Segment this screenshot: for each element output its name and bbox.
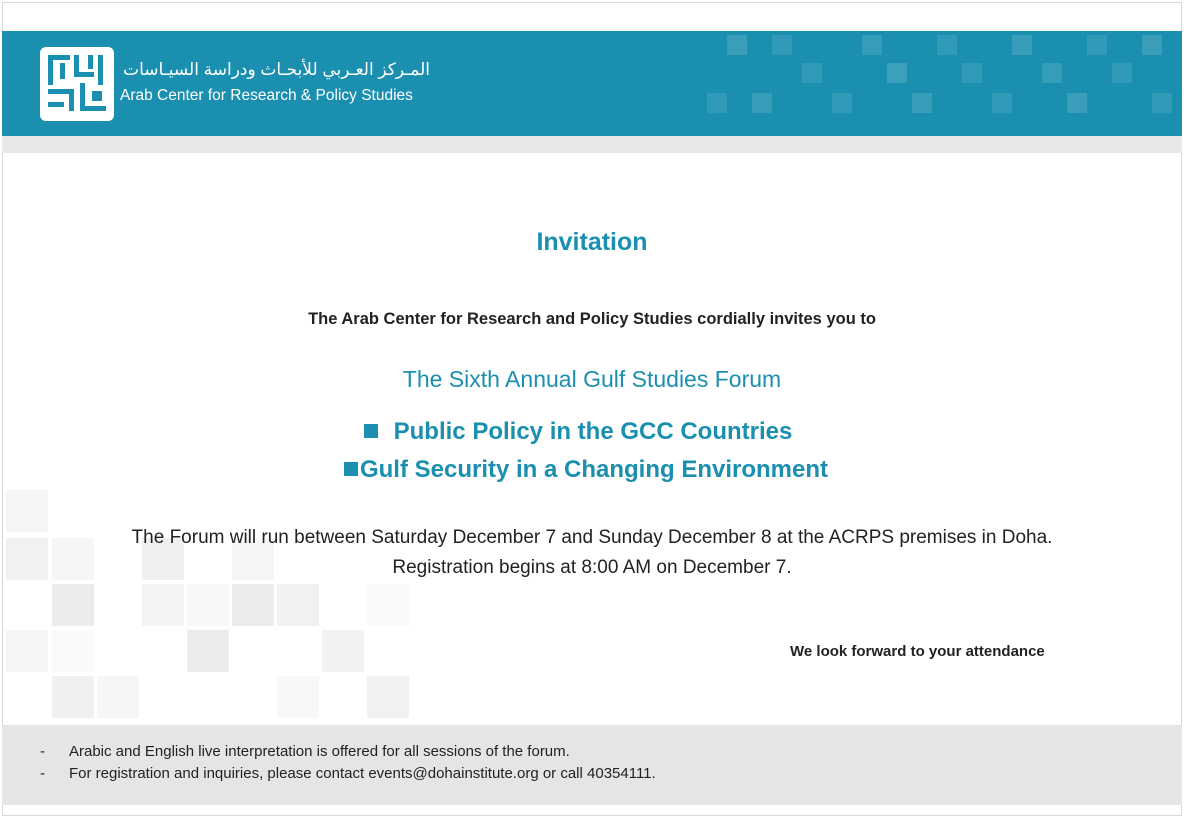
- footer-note: [40, 743, 570, 760]
- acrps-logo-icon: [40, 47, 114, 121]
- topic-label: Public Policy in the GCC Countries: [393, 418, 793, 445]
- invitation-intro: The Arab Center for Research and Policy Studies cordially invites you to: [308, 310, 876, 328]
- dash-bullet: -: [40, 743, 45, 760]
- registration-text: Registration begins at 8:00 AM on December 7.: [392, 557, 792, 578]
- header-divider: [2, 136, 1182, 153]
- square-bullet-icon: [364, 424, 378, 438]
- invitation-title: Invitation: [536, 228, 648, 256]
- footer-note-text: Arabic and English live interpretation is offered for all sessions of the forum.: [69, 743, 570, 760]
- topic-item: [0, 456, 1178, 484]
- square-bullet-icon: [344, 462, 358, 476]
- dash-bullet: -: [40, 765, 45, 782]
- closing-text: We look forward to your attendance: [790, 643, 1045, 660]
- forum-name: The Sixth Annual Gulf Studies Forum: [402, 366, 782, 392]
- topic-item: [0, 418, 1170, 446]
- schedule-text: The Forum will run between Saturday December 7 and Sunday December 8 at the ACRPS premises in Doha.: [131, 527, 1053, 548]
- org-name-arabic: المـركز العـربي للأبحـاث ودراسة السيـاسات: [123, 60, 430, 79]
- footer-notes: [2, 725, 1182, 805]
- org-name-english: Arab Center for Research & Policy Studies: [120, 87, 413, 104]
- header-banner: [2, 31, 1182, 136]
- footer-note: [40, 765, 656, 782]
- footer-note-text: For registration and inquiries, please contact events@dohainstitute.org or call 40354111.: [69, 765, 656, 782]
- topic-label: Gulf Security in a Changing Environment: [359, 456, 829, 483]
